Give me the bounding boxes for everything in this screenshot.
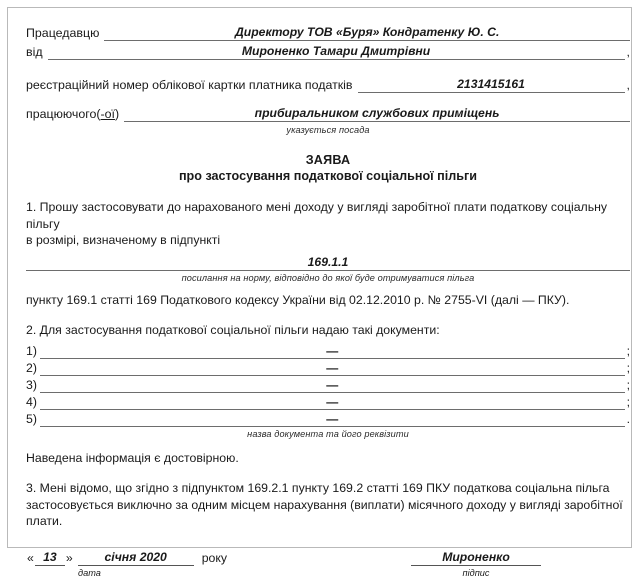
list-item xyxy=(26,394,630,410)
tax-number-input-rule[interactable] xyxy=(358,76,625,93)
list-item-input-rule[interactable] xyxy=(40,343,625,359)
document-subtitle: про застосування податкової соціальної пільги xyxy=(178,169,478,183)
list-item-value: — xyxy=(326,411,339,426)
position-label-suffix: ) xyxy=(114,107,120,121)
date-year-word: року xyxy=(201,550,228,565)
list-item-number: 1) xyxy=(26,343,37,358)
date-quote-close: » xyxy=(65,550,73,565)
list-item-number: 3) xyxy=(26,377,37,392)
employer-input-rule[interactable] xyxy=(104,24,630,41)
tax-number-field-row xyxy=(26,76,630,93)
list-item-punctuation: ; xyxy=(626,394,630,409)
documents-list xyxy=(26,343,630,427)
list-item-input-rule[interactable] xyxy=(40,377,625,393)
date-quote-open: « xyxy=(27,550,34,565)
list-item-input-rule[interactable] xyxy=(40,360,625,376)
employer-value: Директору ТОВ «Буря» Кондратенку Ю. С. xyxy=(234,25,500,39)
truth-statement: Наведена інформація є достовірною. xyxy=(26,450,239,465)
list-item xyxy=(26,411,630,427)
list-item-value: — xyxy=(326,360,339,375)
date-day-input[interactable]: 13 xyxy=(35,550,65,566)
applicant-input-rule[interactable] xyxy=(48,43,625,60)
signature-input[interactable]: Мироненко xyxy=(411,550,541,566)
tax-number-value: 2131415161 xyxy=(457,77,525,91)
date-month-year-input[interactable]: січня 2020 xyxy=(78,550,194,566)
list-item xyxy=(26,343,630,359)
list-item-punctuation: ; xyxy=(626,343,630,358)
list-item-number: 2) xyxy=(26,360,37,375)
list-item-value: — xyxy=(326,343,339,358)
employer-label: Працедавцю xyxy=(26,26,100,40)
applicant-label: від xyxy=(26,45,43,59)
document-title: ЗАЯВА xyxy=(305,153,351,167)
norm-reference-caption: посилання на норму, відповідно до якої буде отримуватися пільга xyxy=(181,272,475,283)
position-label xyxy=(26,106,124,122)
clause1-tail: пункту 169.1 статті 169 Податкового кодексу України від 02.12.2010 р. № 2755-VI (далі — ПКУ). xyxy=(26,292,570,307)
employer-field-row xyxy=(26,24,630,41)
applicant-trailing-comma: , xyxy=(626,45,630,59)
date-caption: дата xyxy=(78,567,101,578)
date-line xyxy=(26,550,326,566)
document-frame xyxy=(7,7,632,578)
list-item-number: 4) xyxy=(26,394,37,409)
tax-number-trailing-comma: , xyxy=(626,78,630,92)
list-item-number: 5) xyxy=(26,411,37,426)
document-content xyxy=(26,24,630,579)
applicant-value: Мироненко Тамари Дмитрівни xyxy=(241,44,431,58)
list-item-punctuation: ; xyxy=(626,377,630,392)
list-item-punctuation: . xyxy=(626,411,630,426)
list-item xyxy=(26,377,630,393)
position-input-rule[interactable] xyxy=(124,105,630,122)
norm-reference-input-rule[interactable] xyxy=(26,253,630,271)
position-label-prefix: працюючого( xyxy=(26,107,101,121)
list-item-input-rule[interactable] xyxy=(40,394,625,410)
date-block xyxy=(26,550,326,579)
signature-block xyxy=(26,550,630,579)
applicant-field-row xyxy=(26,43,630,60)
list-item xyxy=(26,360,630,376)
position-caption: указується посада xyxy=(286,125,370,135)
position-value: прибиральником службових приміщень xyxy=(254,106,500,120)
clause2-intro: 2. Для застосування податкової соціальної пільги надаю такі документи: xyxy=(26,323,440,337)
signature-area xyxy=(386,550,566,579)
list-item-input-rule[interactable] xyxy=(40,411,625,427)
clause3-line2: застосовується виключно за одним місцем нарахування (виплати) місячного доходу у вигляді заробітної плати. xyxy=(26,497,623,528)
tax-number-label: реєстраційний номер облікової картки платника податків xyxy=(26,78,353,92)
signature-caption: підпис xyxy=(462,567,490,578)
documents-list-caption: назва документа та його реквізити xyxy=(247,428,409,439)
clause1-line2: в розмірі, визначеному в підпункті xyxy=(26,233,221,247)
clause3-line1: 3. Мені відомо, що згідно з підпунктом 169.2.1 пункту 169.2 статті 169 ПКУ податкова соціальна пільга xyxy=(26,481,610,495)
list-item-value: — xyxy=(326,377,339,392)
position-label-feminine-suffix: -ої xyxy=(100,107,115,121)
list-item-value: — xyxy=(326,394,339,409)
clause1-line1: 1. Прошу застосовувати до нарахованого мені доходу у вигляді заробітної плати податкову соціальну пільгу xyxy=(26,200,608,231)
position-field-row xyxy=(26,105,630,122)
list-item-punctuation: ; xyxy=(626,360,630,375)
norm-reference-value: 169.1.1 xyxy=(307,254,349,269)
